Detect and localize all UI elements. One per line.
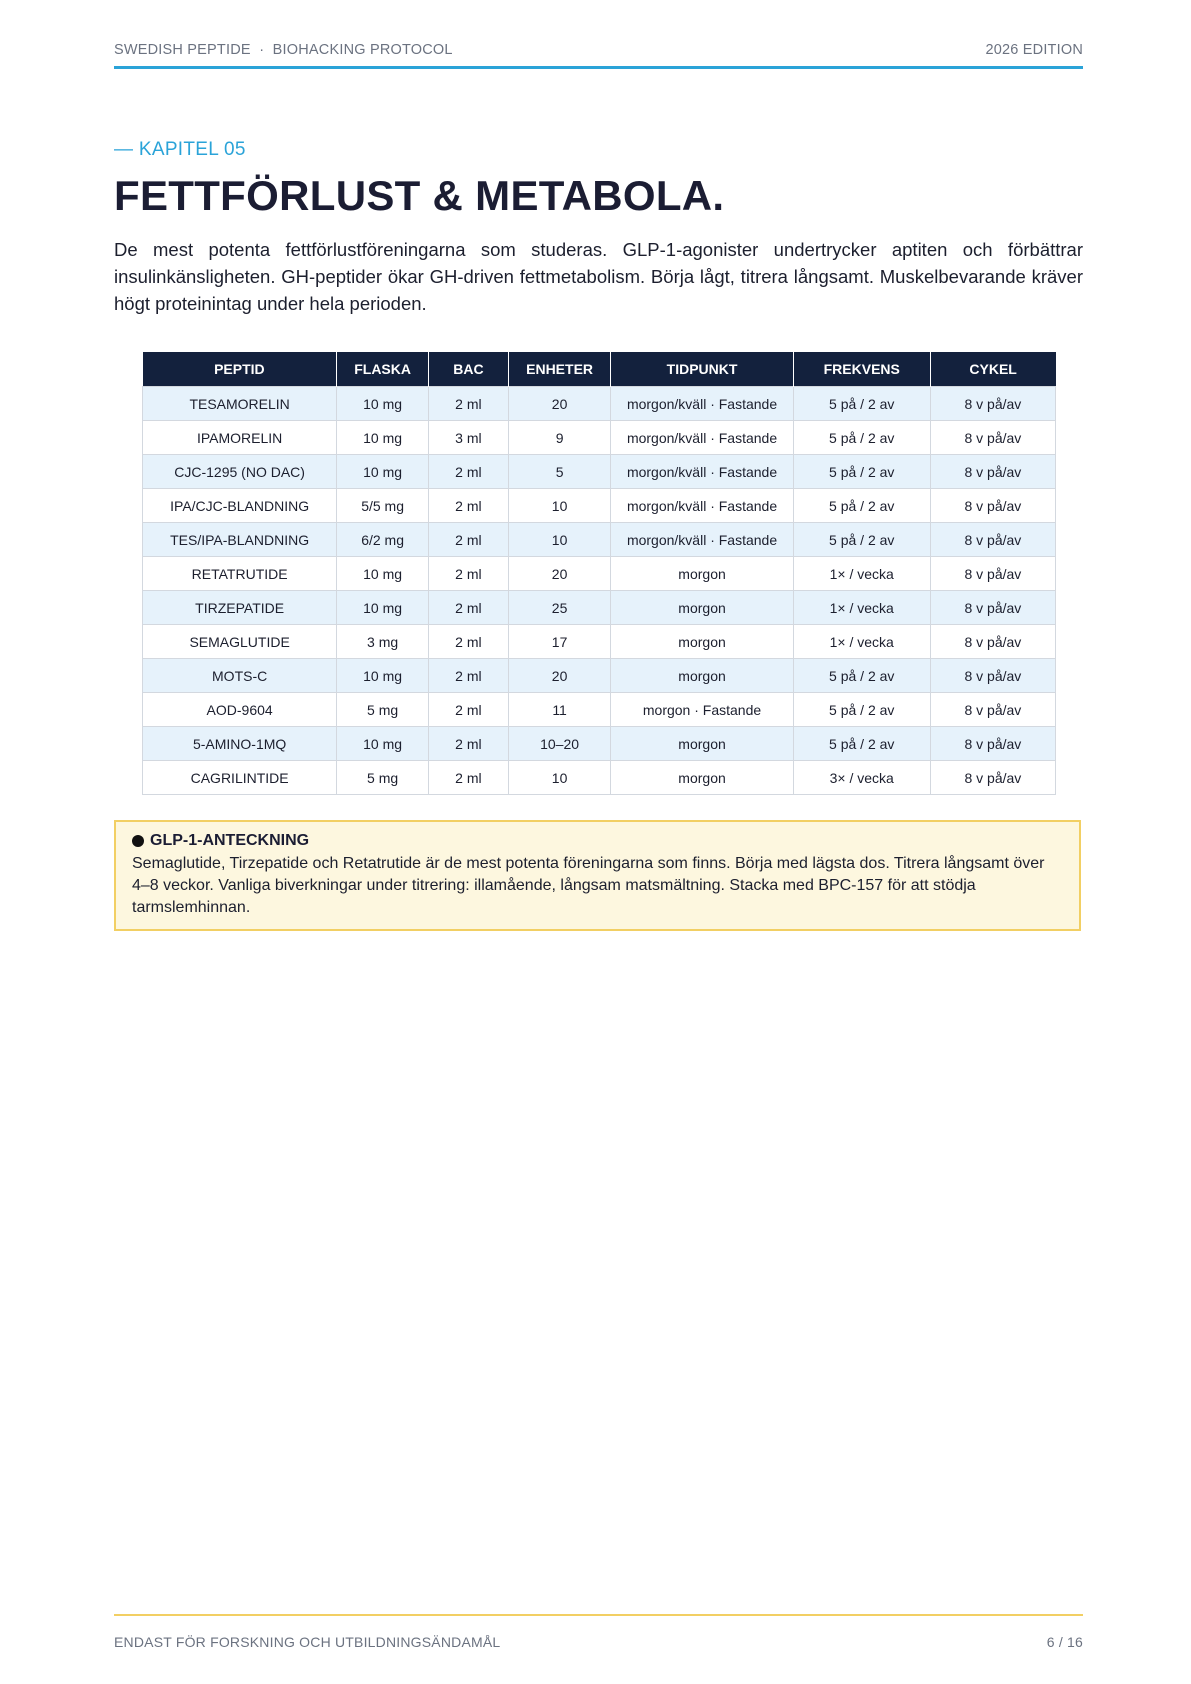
cell-enheter: 5	[508, 455, 611, 489]
cell-flaska: 5/5 mg	[337, 489, 429, 523]
cell-flaska: 10 mg	[337, 387, 429, 421]
cell-tidpunkt: morgon	[611, 625, 793, 659]
note-text: Semaglutide, Tirzepatide och Retatrutide är de mest potenta föreningarna som finns. Börja med lägsta dos. Titrera långsamt över 4–8 veckor. Vanliga biverkningar under titrering: illamående, långsam matsmältning. Stacka med BPC-157 för att stödja tarmslemhinnan.	[132, 855, 1045, 916]
column-header-peptid: PEPTID	[143, 352, 337, 387]
table-body	[143, 387, 1056, 795]
cell-enheter: 10	[508, 761, 611, 795]
cell-cykel: 8 v på/av	[930, 421, 1055, 455]
table-row	[143, 727, 1056, 761]
table-row	[143, 421, 1056, 455]
cell-cykel: 8 v på/av	[930, 727, 1055, 761]
cell-enheter: 20	[508, 659, 611, 693]
table-header-row	[143, 352, 1056, 387]
peptide-table	[142, 352, 1056, 795]
table-row	[143, 693, 1056, 727]
cell-enheter: 10	[508, 523, 611, 557]
cell-tidpunkt: morgon/kväll · Fastande	[611, 421, 793, 455]
cell-tidpunkt: morgon/kväll · Fastande	[611, 523, 793, 557]
cell-flaska: 6/2 mg	[337, 523, 429, 557]
cell-tidpunkt: morgon	[611, 591, 793, 625]
cell-tidpunkt: morgon · Fastande	[611, 693, 793, 727]
cell-tidpunkt: morgon	[611, 727, 793, 761]
cell-peptid: RETATRUTIDE	[143, 557, 337, 591]
cell-frekvens: 1× / vecka	[793, 557, 930, 591]
cell-enheter: 10–20	[508, 727, 611, 761]
cell-tidpunkt: morgon/kväll · Fastande	[611, 455, 793, 489]
table-row	[143, 557, 1056, 591]
cell-flaska: 10 mg	[337, 591, 429, 625]
column-header-frekvens: FREKVENS	[793, 352, 930, 387]
cell-tidpunkt: morgon/kväll · Fastande	[611, 489, 793, 523]
cell-flaska: 10 mg	[337, 557, 429, 591]
cell-frekvens: 5 på / 2 av	[793, 489, 930, 523]
cell-bac: 2 ml	[428, 625, 508, 659]
cell-flaska: 5 mg	[337, 761, 429, 795]
cell-enheter: 11	[508, 693, 611, 727]
cell-cykel: 8 v på/av	[930, 659, 1055, 693]
cell-enheter: 25	[508, 591, 611, 625]
running-footer	[114, 1634, 1083, 1650]
cell-peptid: IPAMORELIN	[143, 421, 337, 455]
cell-bac: 2 ml	[428, 455, 508, 489]
page-number: 6 / 16	[1046, 1634, 1083, 1650]
cell-peptid: TESAMORELIN	[143, 387, 337, 421]
glp1-note-box	[114, 820, 1081, 931]
cell-tidpunkt: morgon	[611, 761, 793, 795]
cell-frekvens: 5 på / 2 av	[793, 387, 930, 421]
cell-bac: 2 ml	[428, 761, 508, 795]
cell-peptid: TES/IPA-BLANDNING	[143, 523, 337, 557]
cell-peptid: AOD-9604	[143, 693, 337, 727]
cell-tidpunkt: morgon/kväll · Fastande	[611, 387, 793, 421]
cell-enheter: 17	[508, 625, 611, 659]
cell-cykel: 8 v på/av	[930, 523, 1055, 557]
table-row	[143, 455, 1056, 489]
cell-enheter: 20	[508, 387, 611, 421]
cell-cykel: 8 v på/av	[930, 761, 1055, 795]
cell-enheter: 10	[508, 489, 611, 523]
cell-flaska: 10 mg	[337, 421, 429, 455]
note-heading	[132, 832, 1063, 850]
cell-frekvens: 5 på / 2 av	[793, 727, 930, 761]
cell-cykel: 8 v på/av	[930, 489, 1055, 523]
running-header	[114, 42, 1083, 58]
chapter-kicker: — KAPITEL 05	[114, 139, 246, 160]
cell-cykel: 8 v på/av	[930, 557, 1055, 591]
cell-enheter: 9	[508, 421, 611, 455]
bullet-dot-icon	[132, 835, 144, 847]
cell-peptid: TIRZEPATIDE	[143, 591, 337, 625]
header-brand: SWEDISH PEPTIDE · BIOHACKING PROTOCOL	[114, 42, 453, 58]
cell-peptid: SEMAGLUTIDE	[143, 625, 337, 659]
cell-peptid: IPA/CJC-BLANDNING	[143, 489, 337, 523]
cell-peptid: 5-AMINO-1MQ	[143, 727, 337, 761]
cell-bac: 2 ml	[428, 489, 508, 523]
cell-flaska: 5 mg	[337, 693, 429, 727]
cell-cykel: 8 v på/av	[930, 455, 1055, 489]
cell-peptid: CAGRILINTIDE	[143, 761, 337, 795]
chapter-lead: De mest potenta fettförlustföreningarna som studeras. GLP-1-agonister undertrycker aptiten och förbättrar insulinkänsligheten. GH-peptider ökar GH-driven fettmetabolism. Börja lågt, titrera långsamt. Muskelbevarande kräver högt proteinintag under hela perioden.	[114, 239, 1083, 314]
column-header-bac: BAC	[428, 352, 508, 387]
column-header-tidpunkt: TIDPUNKT	[611, 352, 793, 387]
cell-frekvens: 3× / vecka	[793, 761, 930, 795]
table-row	[143, 659, 1056, 693]
cell-tidpunkt: morgon	[611, 659, 793, 693]
header-edition: 2026 EDITION	[985, 42, 1083, 58]
cell-bac: 2 ml	[428, 727, 508, 761]
column-header-cykel: CYKEL	[930, 352, 1055, 387]
cell-peptid: MOTS-C	[143, 659, 337, 693]
cell-bac: 2 ml	[428, 523, 508, 557]
column-header-enheter: ENHETER	[508, 352, 611, 387]
table-row	[143, 387, 1056, 421]
cell-flaska: 10 mg	[337, 659, 429, 693]
cell-cykel: 8 v på/av	[930, 693, 1055, 727]
header-divider	[114, 66, 1083, 69]
chapter-title: FETTFÖRLUST & METABOLA.	[114, 172, 725, 219]
table-row	[143, 489, 1056, 523]
cell-bac: 2 ml	[428, 693, 508, 727]
cell-bac: 2 ml	[428, 659, 508, 693]
column-header-flaska: FLASKA	[337, 352, 429, 387]
cell-frekvens: 5 på / 2 av	[793, 421, 930, 455]
cell-cykel: 8 v på/av	[930, 387, 1055, 421]
cell-tidpunkt: morgon	[611, 557, 793, 591]
table-row	[143, 591, 1056, 625]
cell-frekvens: 5 på / 2 av	[793, 523, 930, 557]
cell-frekvens: 5 på / 2 av	[793, 659, 930, 693]
cell-frekvens: 5 på / 2 av	[793, 455, 930, 489]
cell-flaska: 3 mg	[337, 625, 429, 659]
cell-bac: 2 ml	[428, 557, 508, 591]
table-row	[143, 761, 1056, 795]
footer-divider	[114, 1614, 1083, 1616]
cell-cykel: 8 v på/av	[930, 625, 1055, 659]
cell-frekvens: 1× / vecka	[793, 625, 930, 659]
cell-enheter: 20	[508, 557, 611, 591]
cell-frekvens: 5 på / 2 av	[793, 693, 930, 727]
footer-disclaimer: ENDAST FÖR FORSKNING OCH UTBILDNINGSÄNDAMÅL	[114, 1634, 501, 1650]
cell-bac: 3 ml	[428, 421, 508, 455]
table-row	[143, 625, 1056, 659]
cell-bac: 2 ml	[428, 387, 508, 421]
cell-cykel: 8 v på/av	[930, 591, 1055, 625]
note-title: GLP-1-ANTECKNING	[150, 832, 310, 849]
cell-flaska: 10 mg	[337, 727, 429, 761]
cell-bac: 2 ml	[428, 591, 508, 625]
cell-peptid: CJC-1295 (NO DAC)	[143, 455, 337, 489]
cell-flaska: 10 mg	[337, 455, 429, 489]
cell-frekvens: 1× / vecka	[793, 591, 930, 625]
table-row	[143, 523, 1056, 557]
